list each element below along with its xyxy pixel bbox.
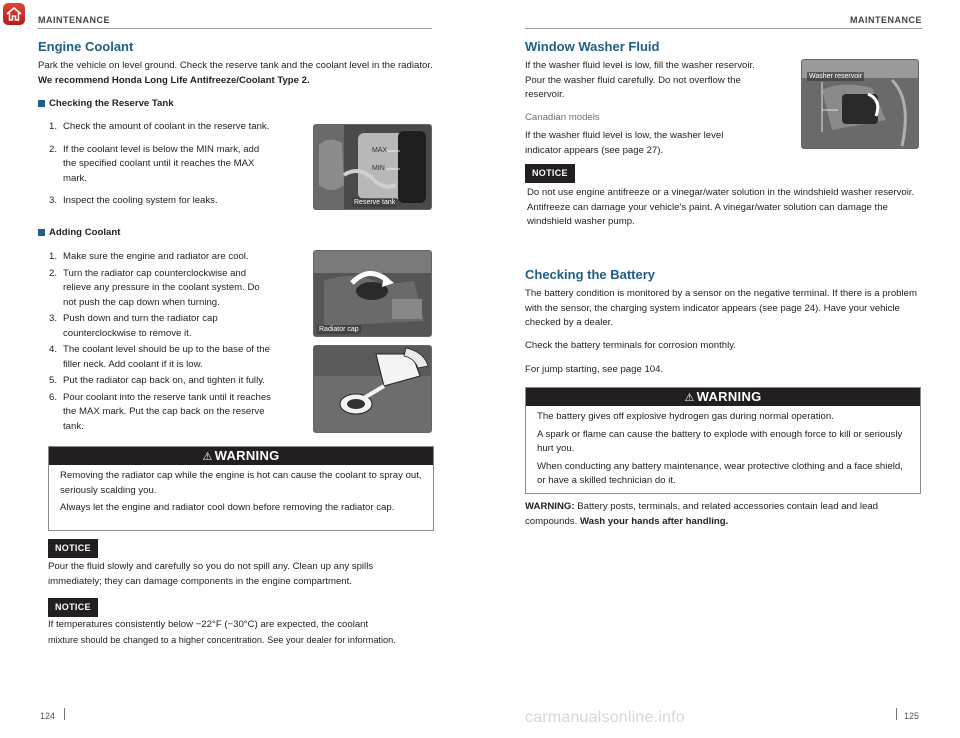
warning-text: The battery gives off explosive hydrogen gas during normal operation.: [537, 411, 834, 422]
washer-reservoir-figure: [801, 59, 919, 149]
radiator-cap-caption: Radiator cap: [319, 326, 359, 333]
warning-header: ⚠ WARNING: [49, 447, 433, 465]
engine-coolant-title: Engine Coolant: [38, 39, 134, 54]
radiator-cap-figure: [313, 250, 432, 337]
coolant-recommendation: We recommend Honda Long Life Antifreeze/Coolant Type 2.: [38, 74, 310, 86]
notice-text: Pour the fluid slowly and carefully so you do not spill any. Clean up any spills immediately; they can damage components in the engine compartment.: [48, 561, 374, 587]
heading-square-icon: [38, 229, 45, 236]
header-rule-left: [38, 28, 432, 29]
warning-triangle-icon: ⚠: [684, 392, 695, 404]
radiator-warning-box: [48, 446, 434, 531]
washer-notice-text: Do not use engine antifreeze or a vinegar/water solution in the windshield washer reservoir. Antifreeze can damage your vehicle’s paint. A vinegar/water solution can damage the windshield washer pump.: [527, 187, 915, 227]
max-label: MAX: [372, 147, 388, 154]
warning-text: Removing the radiator cap while the engine is hot can cause the coolant to spray out, seriously scalding you.: [60, 470, 422, 496]
notice-text: If temperatures consistently below −22°F (−30°C) are expected, the coolant mixture should be changed to a higher concentration. See your dealer for information.: [48, 619, 396, 645]
washer-text: If the washer fluid level is low, fill the washer reservoir. Pour the washer fluid carefully. Do not overflow the reservoir.: [525, 60, 755, 100]
coolant-intro: [38, 59, 434, 88]
warning-body: [526, 406, 920, 496]
home-icon: [3, 3, 25, 25]
home-button[interactable]: [3, 3, 25, 25]
list-item: 6. Pour coolant into the reserve tank until it reaches the MAX mark. Put the cap back on the reserve tank.: [49, 391, 271, 432]
lead-warning-text: WARNING: Battery posts, terminals, and related accessories contain lead and lead compounds. Wash your hands after handling.: [525, 501, 879, 527]
page-number-bar: [64, 708, 65, 720]
page-number-right: 125: [904, 711, 920, 721]
warning-triangle-icon: ⚠: [202, 451, 213, 463]
notice-badge: NOTICE: [48, 598, 98, 617]
list-item: 5. Put the radiator cap back on, and tighten it fully.: [49, 375, 265, 386]
warning-body: [49, 465, 433, 523]
battery-paragraph: The battery condition is monitored by a sensor on the negative terminal. If there is a problem with the sensor, the charging system indicator appears (see page 24). Have your vehicle checked by a dealer.: [525, 288, 917, 328]
pouring-coolant-figure: [313, 345, 432, 433]
reserve-tank-caption: Reserve tank: [354, 199, 396, 206]
warning-header: ⚠ WARNING: [526, 388, 920, 406]
radiator-cap-illustration: [314, 251, 431, 336]
page-number-left: 124: [40, 711, 56, 721]
list-item: 1. Make sure the engine and radiator are cool.: [49, 251, 249, 262]
heading-square-icon: [38, 100, 45, 107]
checking-battery-title: Checking the Battery: [525, 267, 656, 282]
checking-reserve-heading: [38, 98, 174, 109]
list-item: 4. The coolant level should be up to the base of the filler neck. Add coolant if it is low.: [49, 344, 270, 370]
warning-text: A spark or flame can cause the battery to explode with enough force to kill or seriously hurt you.: [537, 428, 903, 454]
washer-reservoir-caption: Washer reservoir: [809, 73, 863, 80]
list-item: 1. Check the amount of coolant in the reserve tank.: [49, 121, 270, 132]
warning-text: Always let the engine and radiator cool down before removing the radiator cap.: [60, 502, 395, 513]
battery-paragraph: For jump starting, see page 104.: [525, 364, 664, 375]
battery-paragraph: Check the battery terminals for corrosion monthly.: [525, 340, 736, 351]
canadian-models-label: Canadian models: [525, 112, 600, 123]
list-item: 3. Inspect the cooling system for leaks.: [49, 195, 218, 206]
checking-steps: [49, 120, 311, 209]
notice-badge: NOTICE: [48, 539, 98, 558]
coolant-intro-text: Park the vehicle on level ground. Check the reserve tank and the coolant level in the radiator.: [38, 60, 433, 71]
header-rule-right: [525, 28, 922, 29]
reserve-tank-figure: [313, 124, 432, 210]
adding-coolant-heading-text: Adding Coolant: [49, 227, 121, 238]
notice-badge: NOTICE: [525, 164, 575, 183]
checking-reserve-heading-text: Checking the Reserve Tank: [49, 98, 174, 109]
pouring-coolant-illustration: [314, 346, 431, 432]
adding-coolant-heading: [38, 227, 120, 238]
canadian-text: If the washer fluid level is low, the washer level indicator appears (see page 27).: [525, 130, 724, 156]
list-item: 2. Turn the radiator cap counterclockwise and relieve any pressure in the coolant system. Do not push the cap down when turning.: [49, 267, 260, 308]
warning-text: When conducting any battery maintenance, wear protective clothing and a face shield, or have a skilled technician do it.: [537, 460, 903, 486]
window-washer-title: Window Washer Fluid: [525, 39, 660, 54]
list-item: 3. Push down and turn the radiator cap counterclockwise to remove it.: [49, 313, 218, 339]
battery-warning-box: [525, 387, 921, 494]
watermark: carmanualsonline.info: [525, 709, 685, 726]
adding-steps: [49, 250, 311, 434]
running-head-left: MAINTENANCE: [38, 15, 110, 25]
running-head-right: MAINTENANCE: [850, 15, 922, 25]
list-item: 2. If the coolant level is below the MIN mark, add the specified coolant until it reaches the MAX mark.: [49, 143, 260, 184]
min-label: MIN: [372, 165, 385, 172]
